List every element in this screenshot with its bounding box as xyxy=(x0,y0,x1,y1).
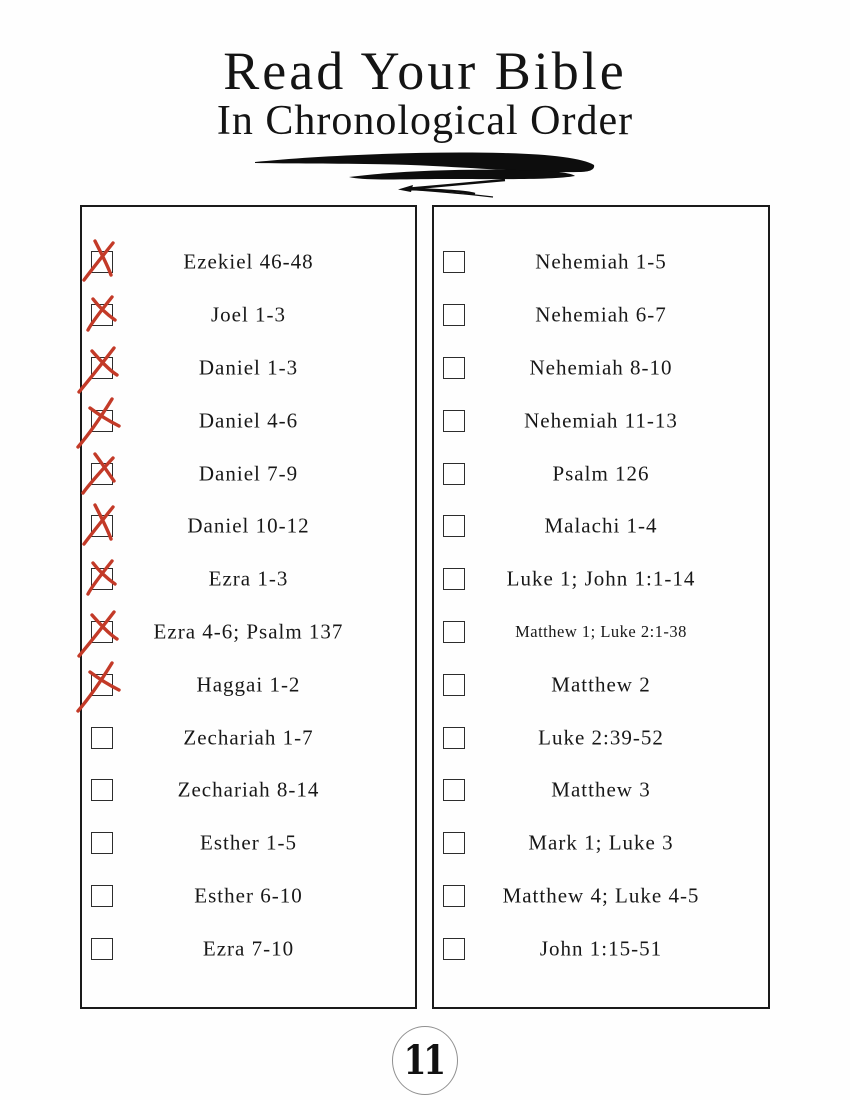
reading-list-box-right xyxy=(432,205,770,1009)
reading-item-label: John 1:15-51 xyxy=(539,936,663,961)
reading-item-row xyxy=(434,658,768,711)
reading-list-right xyxy=(434,207,768,1007)
reading-item-row xyxy=(82,764,415,817)
reading-item-row xyxy=(434,764,768,817)
reading-list-box-left xyxy=(80,205,417,1009)
reading-item-label: Nehemiah 8-10 xyxy=(529,355,673,380)
reading-item-label: Daniel 10-12 xyxy=(187,513,310,538)
reading-item-label: Esther 1-5 xyxy=(200,830,297,855)
page-number-badge xyxy=(392,1026,458,1095)
page-subtitle: In Chronological Order xyxy=(216,98,634,144)
reading-item-row xyxy=(82,289,415,342)
reading-item-label: Matthew 2 xyxy=(551,672,651,697)
reading-item-label: Esther 6-10 xyxy=(194,883,303,908)
reading-item-row xyxy=(434,817,768,870)
reading-item-label: Malachi 1-4 xyxy=(544,513,658,538)
reading-item-label: Matthew 4; Luke 4-5 xyxy=(502,883,700,908)
reading-item-label: Matthew 1; Luke 2:1-38 xyxy=(515,621,687,641)
reading-item-row xyxy=(82,394,415,447)
reading-list-left xyxy=(82,207,415,1007)
reading-item-row xyxy=(82,500,415,553)
reading-item-label: Luke 2:39-52 xyxy=(538,725,664,750)
reading-item-row xyxy=(82,922,415,975)
reading-item-label: Nehemiah 11-13 xyxy=(524,408,678,433)
reading-item-label: Haggai 1-2 xyxy=(196,672,301,697)
reading-item-label: Daniel 7-9 xyxy=(198,461,299,486)
brush-stroke-underline xyxy=(253,150,598,198)
reading-item-row xyxy=(434,553,768,606)
reading-item-label: Joel 1-3 xyxy=(210,302,287,327)
reading-item-row xyxy=(434,500,768,553)
reading-item-label: Psalm 126 xyxy=(552,461,650,486)
reading-item-label: Ezra 4-6; Psalm 137 xyxy=(153,619,344,644)
reading-item-label: Ezra 1-3 xyxy=(208,566,289,591)
page-number: 11 xyxy=(403,1037,443,1084)
reading-item-row xyxy=(434,236,768,289)
reading-item-row xyxy=(82,447,415,500)
reading-item-row xyxy=(434,447,768,500)
reading-item-label: Daniel 4-6 xyxy=(198,408,299,433)
reading-item-row xyxy=(82,817,415,870)
reading-item-label: Nehemiah 6-7 xyxy=(535,302,667,327)
reading-item-row xyxy=(434,342,768,395)
reading-item-row xyxy=(82,342,415,395)
reading-item-label: Matthew 3 xyxy=(551,777,651,802)
reading-item-row xyxy=(82,658,415,711)
reading-item-row xyxy=(434,289,768,342)
reading-item-row xyxy=(82,870,415,923)
reading-item-row xyxy=(82,711,415,764)
reading-item-label: Zechariah 1-7 xyxy=(183,725,314,750)
reading-item-row xyxy=(434,606,768,659)
reading-item-row xyxy=(434,870,768,923)
reading-item-label: Daniel 1-3 xyxy=(198,355,299,380)
reading-item-label: Ezekiel 46-48 xyxy=(183,249,314,274)
page-title: Read Your Bible xyxy=(223,41,627,101)
reading-item-row xyxy=(434,711,768,764)
reading-item-label: Luke 1; John 1:1-14 xyxy=(506,566,696,591)
reading-item-row xyxy=(434,394,768,447)
reading-item-label: Ezra 7-10 xyxy=(202,936,295,961)
reading-item-row xyxy=(82,553,415,606)
reading-item-label: Nehemiah 1-5 xyxy=(535,249,667,274)
reading-item-label: Mark 1; Luke 3 xyxy=(528,830,674,855)
reading-item-label: Zechariah 8-14 xyxy=(177,777,320,802)
reading-item-row xyxy=(82,606,415,659)
reading-item-row xyxy=(82,236,415,289)
reading-item-row xyxy=(434,922,768,975)
